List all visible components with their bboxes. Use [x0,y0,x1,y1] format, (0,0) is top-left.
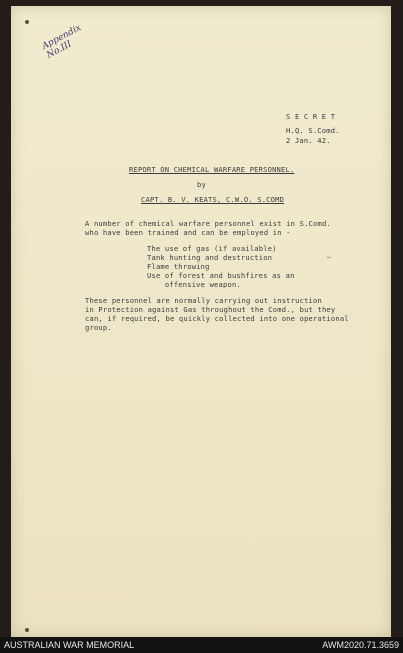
hq-line: H.Q. S.Comd. [286,126,340,135]
para-2-line-3: can, if required, be quickly collected into one operational [85,314,349,323]
list-item: Tank hunting and destruction [147,253,273,262]
para-1-line-2: who have been trained and can be employed in - [85,228,291,237]
list-item: offensive weapon. [147,280,241,289]
document-page [11,6,391,637]
footer-bar [0,637,403,653]
by-line: by [197,180,206,189]
footer-accession-number: AWM2020.71.3659 [322,640,399,650]
handwritten-annotation: Appendix No.III [40,22,84,61]
classification-label: S E C R E T [286,112,336,121]
author-line: CAPT. B. V. KEATS, C.W.O. S.COMD [141,195,285,204]
list-item: The use of gas (if available) [147,244,277,253]
report-title: REPORT ON CHEMICAL WARFARE PERSONNEL. [129,165,295,174]
list-item: Use of forest and bushfires as an [147,271,295,280]
para-2-line-2: in Protection against Gas throughout the Comd., but they [85,305,336,314]
date-line: 2 Jan. 42. [286,136,331,145]
punch-hole [25,628,29,632]
list-item: Flame throwing [147,262,210,271]
para-2-line-4: group. [85,323,112,332]
para-1-line-1: A number of chemical warfare personnel exist in S.Comd. [85,219,331,228]
pencil-mark: ← [327,254,333,261]
punch-hole [25,20,29,24]
footer-institution: AUSTRALIAN WAR MEMORIAL [4,640,135,650]
para-2-line-1: These personnel are normally carrying out instruction [85,296,322,305]
